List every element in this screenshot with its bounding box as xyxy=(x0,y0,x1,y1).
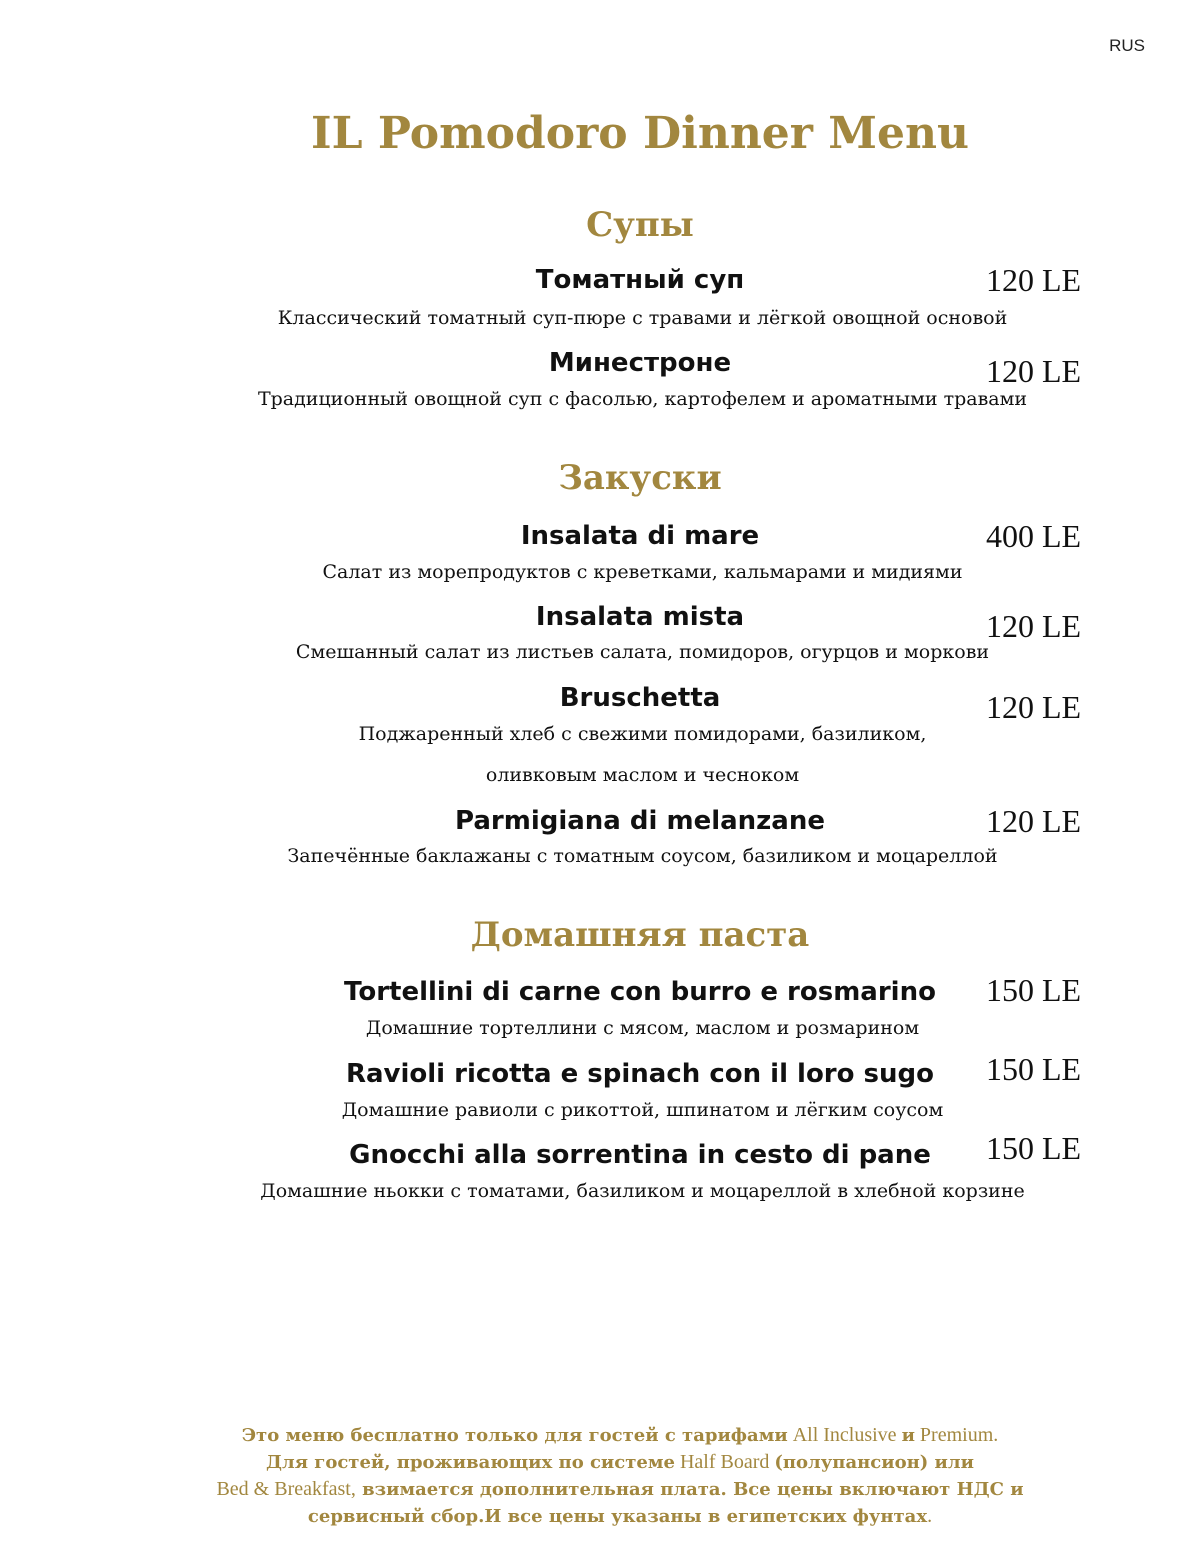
footer-text: Half Board xyxy=(674,1451,775,1473)
footer-text: сервисный сбор.И все цены указаны в египетских фунтах xyxy=(307,1506,928,1527)
section-title-appetizers: Закуски xyxy=(558,458,722,498)
dish-description: Салат из морепродуктов с креветками, кальмарами и мидиями xyxy=(322,561,963,583)
footer-text: Это меню бесплатно только для гостей с тарифами xyxy=(241,1425,788,1446)
dish-description: оливковым маслом и чесноком xyxy=(485,764,800,786)
footer-text: Bed & Breakfast, xyxy=(216,1478,356,1500)
footer-text: взимается дополнительная плата. Все цены включают НДС и xyxy=(355,1479,1024,1500)
footer-text: . xyxy=(927,1505,933,1527)
dish-price: 120 LE xyxy=(986,353,1082,389)
dish-description: Классический томатный суп-пюре с травами и лёгкой овощной основой xyxy=(277,307,1008,329)
section-title-pasta: Домашняя паста xyxy=(470,915,810,955)
dish-description: Традиционный овощной суп с фасолью, картофелем и ароматными травами xyxy=(257,388,1028,410)
dish-description: Домашние равиоли с рикоттой, шпинатом и лёгким соусом xyxy=(341,1099,944,1121)
dish-price: 400 LE xyxy=(986,518,1082,554)
dish-description: Запечённые баклажаны с томатным соусом, базиликом и моцареллой xyxy=(287,845,998,867)
dish-description: Смешанный салат из листьев салата, помидоров, огурцов и моркови xyxy=(295,641,990,663)
footer-text: All Inclusive xyxy=(787,1424,902,1446)
dish-name: Gnocchi alla sorrentina in cesto di pane xyxy=(349,1140,931,1170)
dish-name: Tortellini di carne con burro e rosmarino xyxy=(344,977,936,1007)
dish-price: 150 LE xyxy=(986,972,1082,1008)
dish-name: Минестроне xyxy=(548,348,732,378)
dish-description: Поджаренный хлеб с свежими помидорами, базиликом, xyxy=(358,723,927,745)
footer-text: Premium. xyxy=(914,1424,999,1446)
dish-price: 120 LE xyxy=(986,803,1082,839)
dish-name: Insalata mista xyxy=(535,602,745,632)
dish-description: Домашние тортеллини с мясом, маслом и розмарином xyxy=(365,1017,920,1039)
dish-description: Домашние ньокки с томатами, базиликом и моцареллой в хлебной корзине xyxy=(260,1180,1025,1202)
footer-line xyxy=(0,1422,1200,1449)
language-label: RUS xyxy=(1109,36,1145,55)
dish-price: 150 LE xyxy=(986,1130,1082,1166)
footer-line xyxy=(0,1503,1200,1530)
page-title: IL Pomodoro Dinner Menu xyxy=(311,108,969,159)
dish-name: Bruschetta xyxy=(559,683,721,713)
footer-line xyxy=(0,1449,1200,1476)
dish-name: Ravioli ricotta e spinach con il loro sugo xyxy=(345,1059,935,1089)
dish-name: Insalata di mare xyxy=(520,521,760,551)
dish-price: 120 LE xyxy=(986,262,1082,298)
dish-price: 150 LE xyxy=(986,1051,1082,1087)
footer-line xyxy=(0,1476,1200,1503)
section-title-soups: Супы xyxy=(586,205,694,245)
dish-price: 120 LE xyxy=(986,608,1082,644)
footer-text: (полупансион) или xyxy=(774,1452,974,1473)
footer-text: и xyxy=(901,1425,915,1446)
footer-text: Для гостей, проживающих по системе xyxy=(266,1452,675,1473)
dish-name: Parmigiana di melanzane xyxy=(455,806,825,836)
dish-price: 120 LE xyxy=(986,689,1082,725)
footer-notice xyxy=(0,1422,1200,1530)
dish-name: Томатный суп xyxy=(535,265,745,295)
